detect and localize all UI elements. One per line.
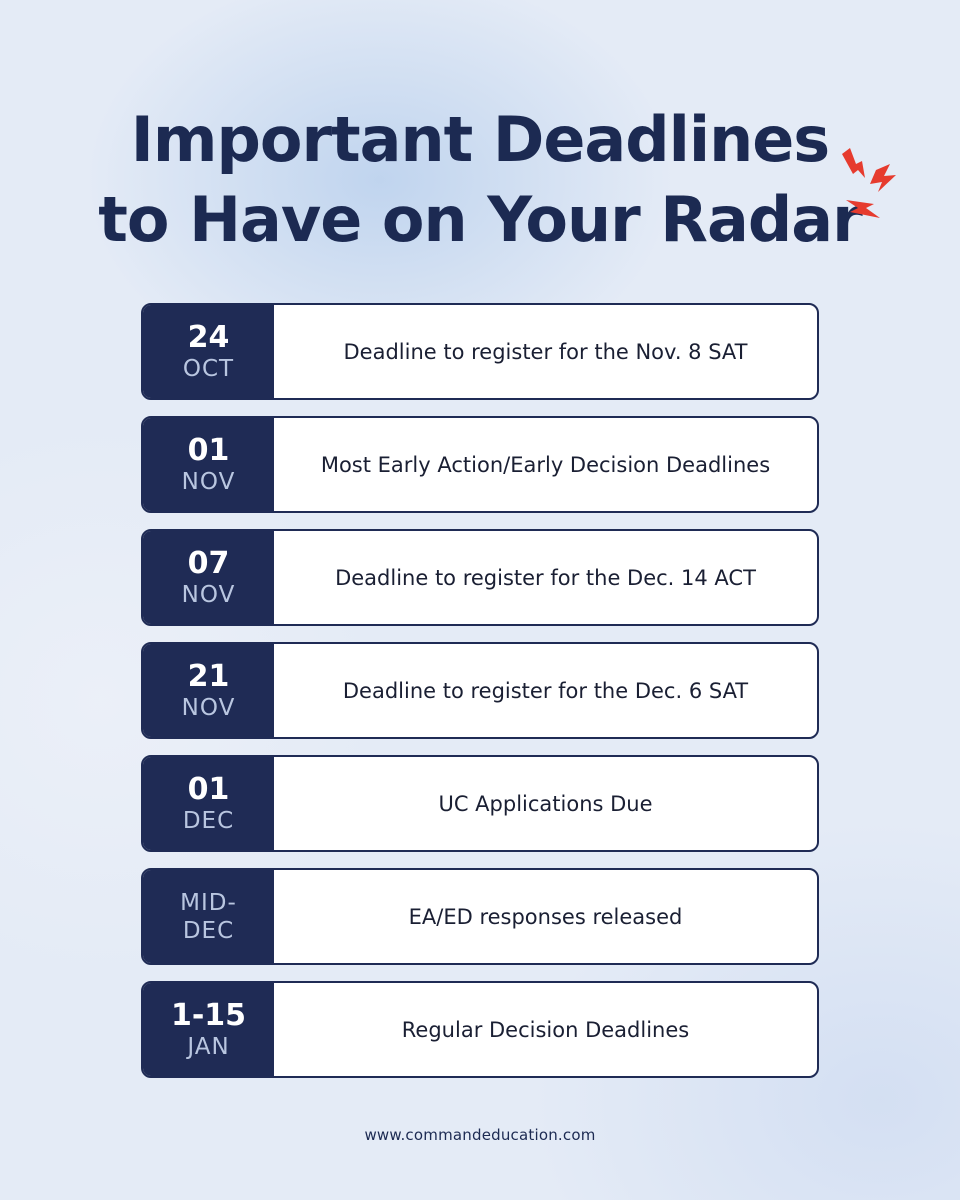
deadline-row — [141, 642, 819, 739]
date-month: DEC — [182, 807, 235, 834]
deadline-description: Deadline to register for the Dec. 6 SAT — [342, 678, 749, 703]
date-day: 01 — [187, 771, 230, 807]
date-day: MID- — [180, 889, 237, 916]
deadline-description: Deadline to register for the Nov. 8 SAT — [343, 339, 748, 364]
deadline-row — [141, 981, 819, 1078]
date-month: NOV — [181, 468, 236, 495]
date-badge — [143, 870, 274, 963]
deadline-row — [141, 755, 819, 852]
date-badge — [143, 305, 274, 398]
deadline-row — [141, 868, 819, 965]
date-month: NOV — [181, 694, 236, 721]
date-month: NOV — [181, 581, 236, 608]
alert-burst-icon — [838, 148, 908, 220]
date-month: OCT — [182, 355, 235, 382]
deadline-row — [141, 529, 819, 626]
title-line-2: to Have on Your Radar — [98, 183, 862, 256]
date-day: 07 — [187, 545, 230, 581]
date-badge — [143, 418, 274, 511]
deadline-description: Deadline to register for the Dec. 14 ACT — [335, 565, 756, 590]
deadline-description: Most Early Action/Early Decision Deadlines — [320, 452, 771, 477]
deadline-row — [141, 303, 819, 400]
date-badge — [143, 644, 274, 737]
date-badge — [143, 757, 274, 850]
date-badge — [143, 531, 274, 624]
deadline-description: UC Applications Due — [438, 791, 653, 816]
date-day: 1-15 — [170, 997, 247, 1033]
title-line-1: Important Deadlines — [130, 103, 830, 176]
page-title — [0, 100, 960, 260]
deadline-description: Regular Decision Deadlines — [401, 1017, 690, 1042]
date-badge — [143, 983, 274, 1076]
deadline-description: EA/ED responses released — [408, 904, 683, 929]
deadline-row — [141, 416, 819, 513]
date-day: 21 — [187, 658, 230, 694]
footer-url[interactable]: www.commandeducation.com — [364, 1126, 596, 1144]
deadline-list — [141, 303, 819, 1094]
date-month: JAN — [187, 1033, 230, 1060]
date-day: 24 — [187, 319, 230, 355]
date-month: DEC — [182, 917, 235, 944]
date-day: 01 — [187, 432, 230, 468]
